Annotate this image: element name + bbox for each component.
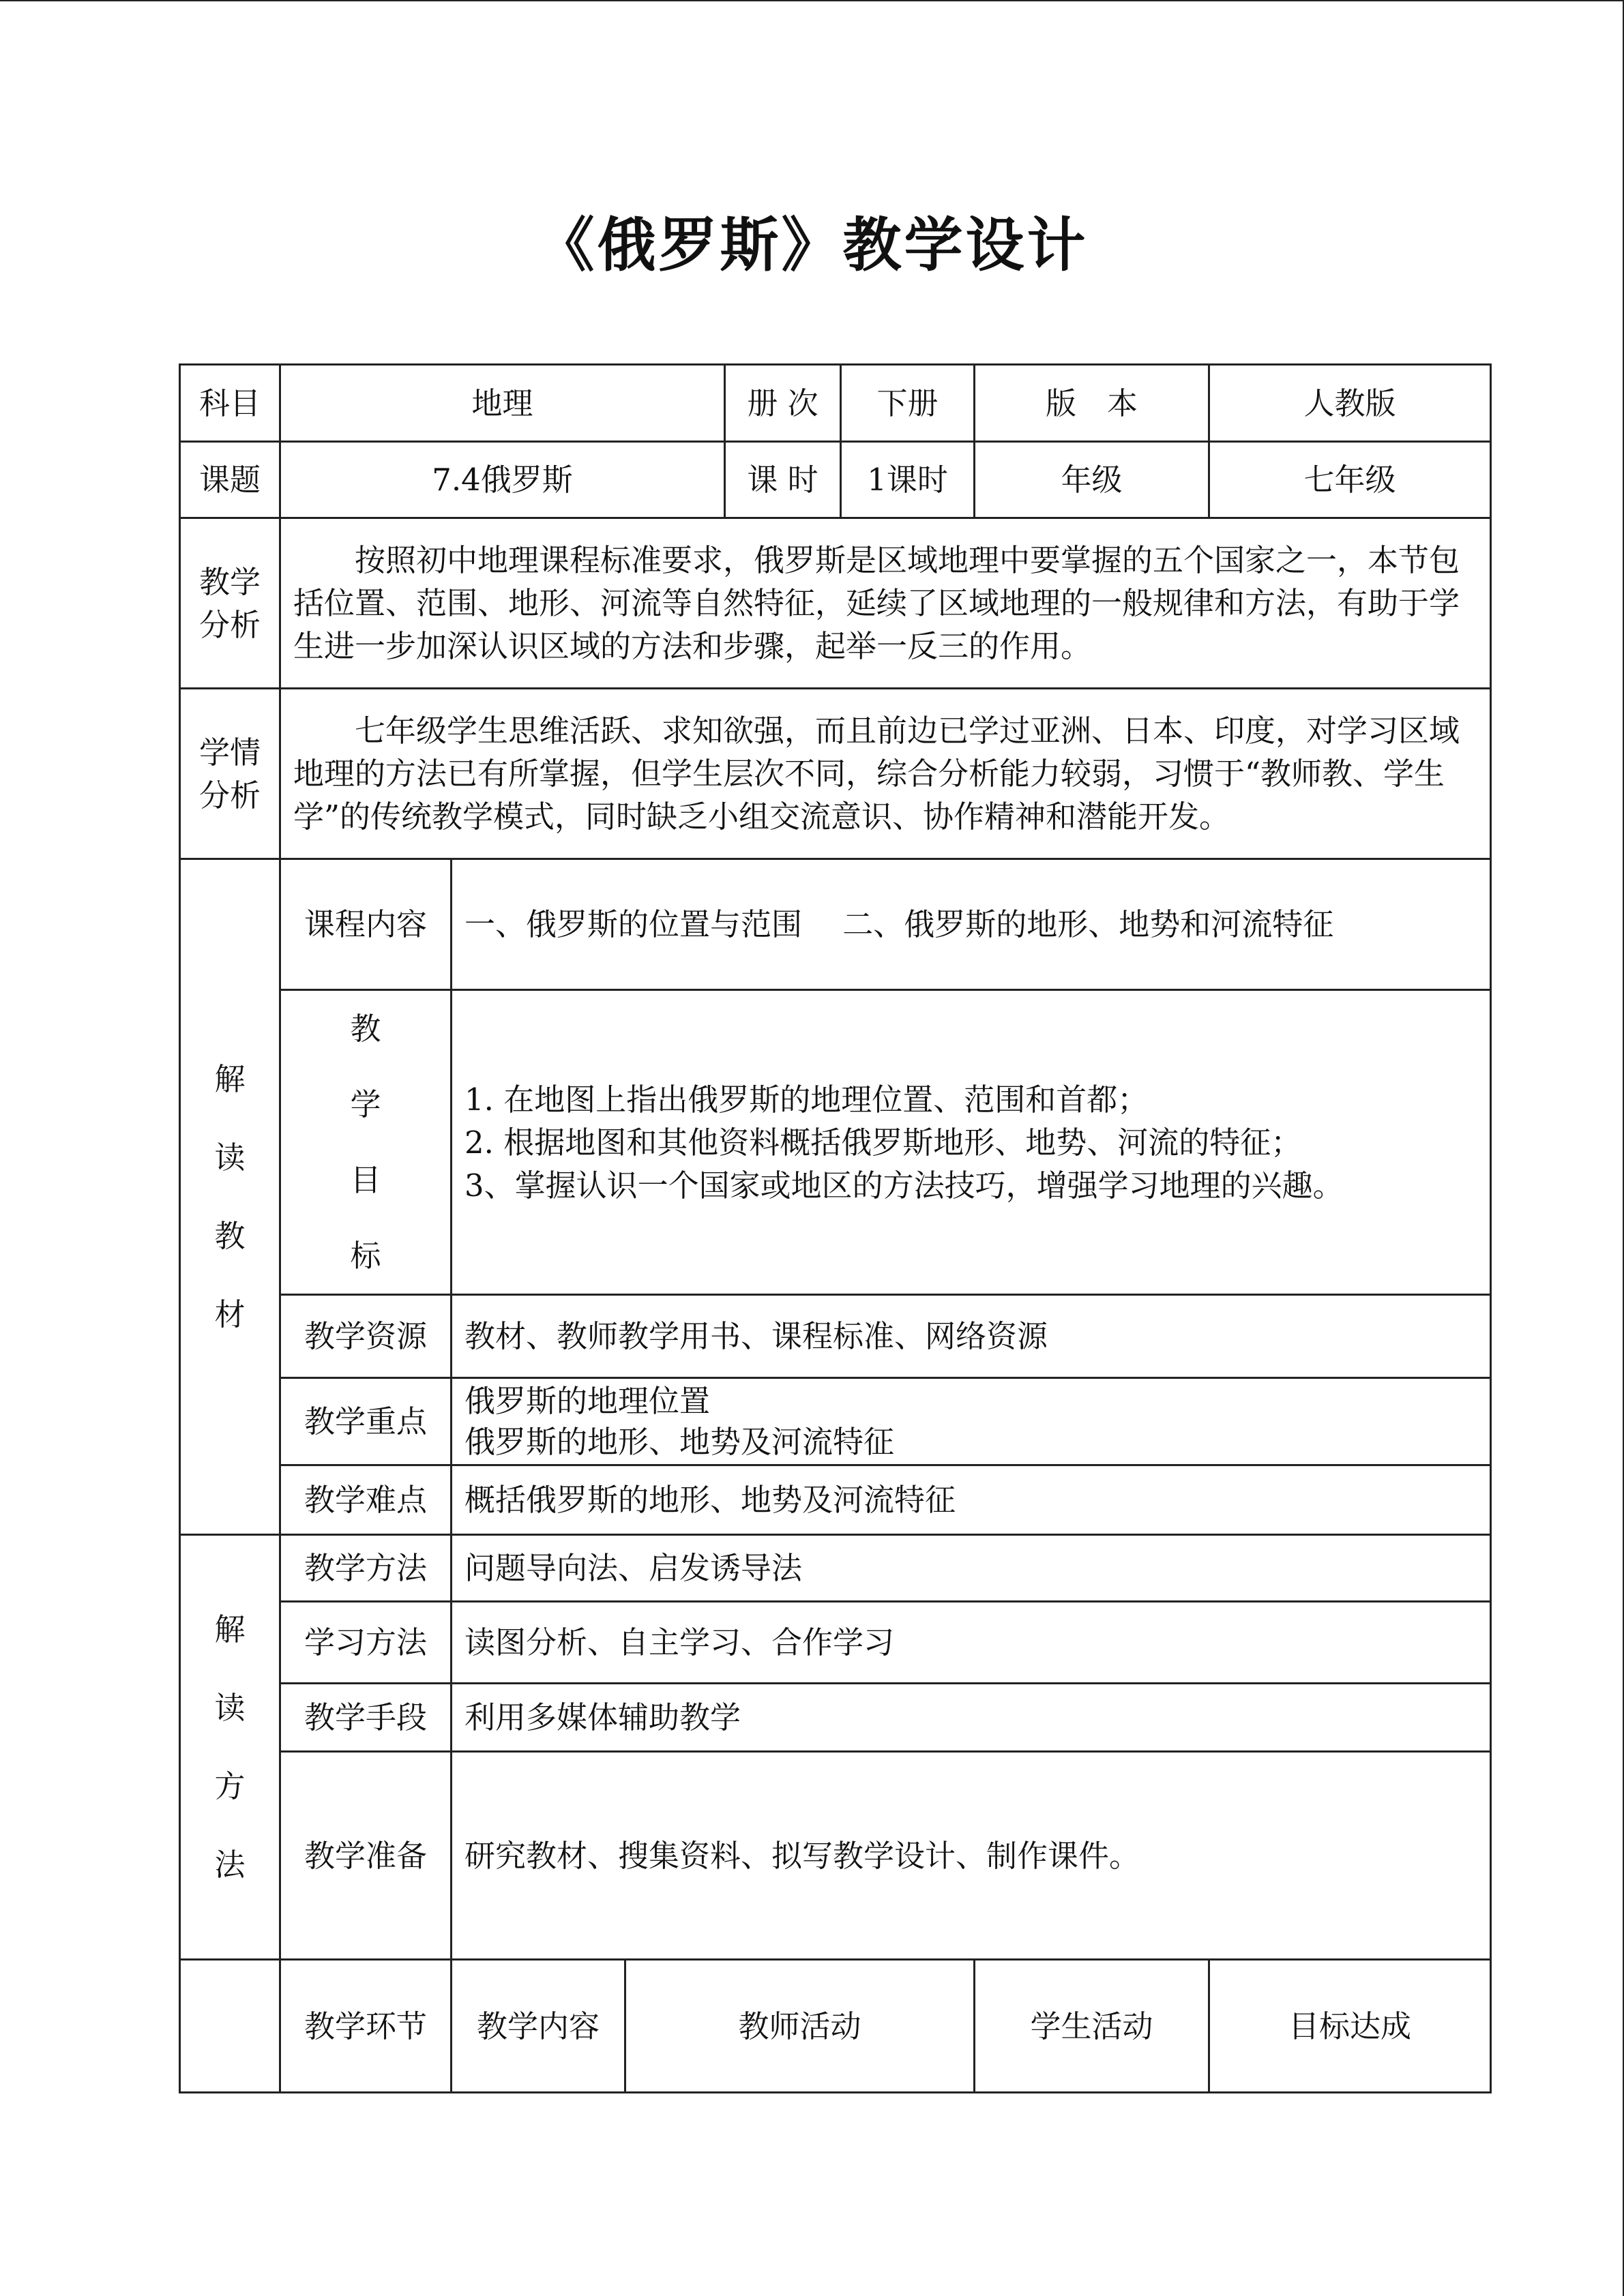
label-key-points: 教学重点 [280, 1378, 452, 1465]
label-teaching-analysis: 教学 分析 [180, 518, 280, 689]
course-content-row [180, 859, 1491, 990]
student-row [180, 689, 1491, 859]
label-student-analysis: 学情 分析 [180, 689, 280, 859]
key-points-text: 俄罗斯的地理位置 俄罗斯的地形、地势及河流特征 [452, 1378, 1491, 1465]
label-textbook-group: 解 读 教 材 [180, 859, 280, 1535]
preparation-text: 研究教材、搜集资料、拟写教学设计、制作课件。 [452, 1752, 1491, 1960]
volume-value: 下册 [841, 365, 975, 442]
label-resources: 教学资源 [280, 1295, 452, 1378]
objective-item: 2. 根据地图和其他资料概括俄罗斯地形、地势、河流的特征； [464, 1124, 1302, 1161]
label-volume: 册 次 [725, 365, 841, 442]
label-course-content: 课程内容 [280, 859, 452, 990]
label-teaching-method: 教学方法 [280, 1535, 452, 1602]
objective-item: 1. 在地图上指出俄罗斯的地理位置、范围和首都； [464, 1081, 1149, 1118]
topic-value: 7.4俄罗斯 [280, 442, 725, 518]
info-row-1 [180, 365, 1491, 442]
header-student-activity: 学生活动 [975, 1960, 1209, 2093]
document-title: 《俄罗斯》教学设计 [535, 211, 1089, 280]
label-methods-group: 解 读 方 法 [180, 1535, 280, 1960]
label-edition: 版 本 [975, 365, 1209, 442]
label-grade: 年级 [975, 442, 1209, 518]
teaching-method-text: 问题导向法、启发诱导法 [452, 1535, 1491, 1602]
resources-row [180, 1295, 1491, 1378]
student-analysis-text: 七年级学生思维活跃、求知欲强，而且前边已学过亚洲、日本、印度，对学习区域地理的方法已有所掌握，但学生层次不同，综合分析能力较弱，习惯于“教师教、学生学”的传统教学模式，同时缺乏小组交流意识、协作精神和潜能开发。 [280, 689, 1491, 859]
header-stage: 教学环节 [280, 1960, 452, 2093]
analysis-row [180, 518, 1491, 689]
learning-method-row [180, 1602, 1491, 1684]
label-preparation: 教学准备 [280, 1752, 452, 1960]
header-content: 教学内容 [452, 1960, 625, 2093]
label-learning-method: 学习方法 [280, 1602, 452, 1684]
process-header-row [180, 1960, 1491, 2093]
hours-value: 1课时 [841, 442, 975, 518]
label-subject: 科目 [180, 365, 280, 442]
learning-method-text: 读图分析、自主学习、合作学习 [452, 1602, 1491, 1684]
objectives-row [180, 990, 1491, 1295]
label-teaching-means: 教学手段 [280, 1684, 452, 1752]
objectives-text [452, 990, 1491, 1295]
label-topic: 课题 [180, 442, 280, 518]
key-points-row [180, 1378, 1491, 1465]
teaching-means-row [180, 1684, 1491, 1752]
header-teacher-activity: 教师活动 [625, 1960, 975, 2093]
teaching-method-row [180, 1535, 1491, 1602]
process-header-empty [180, 1960, 280, 2093]
label-difficult-points: 教学难点 [280, 1465, 452, 1535]
teaching-analysis-text: 按照初中地理课程标准要求，俄罗斯是区域地理中要掌握的五个国家之一，本节包括位置、范围、地形、河流等自然特征，延续了区域地理的一般规律和方法，有助于学生进一步加深认识区域的方法和步骤，起举一反三的作用。 [280, 518, 1491, 689]
resources-text: 教材、教师教学用书、课程标准、网络资源 [452, 1295, 1491, 1378]
course-content-text: 一、俄罗斯的位置与范围 二、俄罗斯的地形、地势和河流特征 [452, 859, 1491, 990]
objective-item: 3、掌握认识一个国家或地区的方法技巧，增强学习地理的兴趣。 [464, 1167, 1344, 1204]
lesson-plan-table [179, 363, 1492, 2093]
grade-value: 七年级 [1209, 442, 1491, 518]
teaching-means-text: 利用多媒体辅助教学 [452, 1684, 1491, 1752]
label-objectives: 教 学 目 标 [280, 990, 452, 1295]
edition-value: 人教版 [1209, 365, 1491, 442]
subject-value: 地理 [280, 365, 725, 442]
difficult-points-row [180, 1465, 1491, 1535]
info-row-2 [180, 442, 1491, 518]
difficult-points-text: 概括俄罗斯的地形、地势及河流特征 [452, 1465, 1491, 1535]
preparation-row [180, 1752, 1491, 1960]
header-goal: 目标达成 [1209, 1960, 1491, 2093]
label-hours: 课 时 [725, 442, 841, 518]
